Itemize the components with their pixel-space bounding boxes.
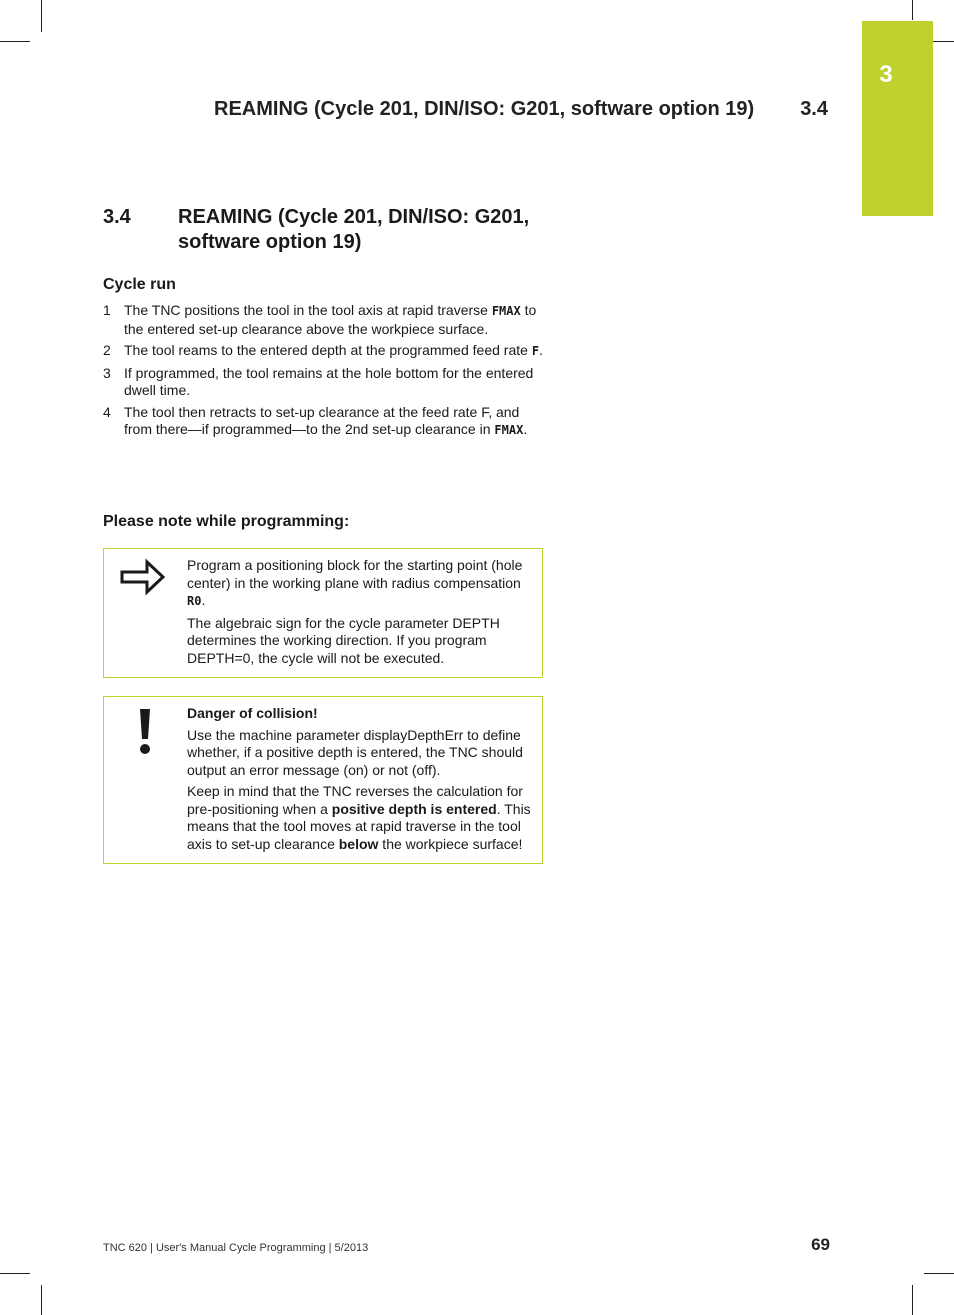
list-item: 3 If programmed, the tool remains at the hole bottom for the entered dwell time. — [103, 364, 534, 398]
warning-title: Danger of collision! — [187, 705, 318, 721]
crop-mark — [912, 1285, 913, 1315]
crop-mark — [41, 1285, 42, 1315]
section-number: 3.4 — [103, 206, 131, 228]
list-item: 1 The TNC positions the tool in the tool axis at rapid traverse FMAX to the entered set-up clearance above the workpiece surface. — [103, 302, 537, 337]
running-header-title: REAMING (Cycle 201, DIN/ISO: G201, software option 19) — [214, 98, 755, 120]
footer-text: TNC 620 | User's Manual Cycle Programming | 5/2013 — [103, 1242, 369, 1254]
crop-mark — [0, 1273, 30, 1274]
programming-notes-heading: Please note while programming: — [103, 513, 350, 530]
warning-box: Danger of collision! Use the machine parameter displayDepthErr to define whether, if a positive depth is entered, the TNC should output an error message (on) or not (off). Keep in mind that the TNC reverses the calculation for pre-positioning when a positive depth is entered. This means that the tool moves at rapid traverse in the tool axis to set-up clearance below the workpiece surface! — [103, 696, 543, 864]
cycle-run-heading: Cycle run — [103, 276, 176, 293]
crop-mark — [924, 1273, 954, 1274]
crop-mark — [0, 41, 30, 42]
page-number: 69 — [811, 1235, 830, 1254]
crop-mark — [912, 0, 913, 20]
crop-mark — [41, 0, 42, 32]
cycle-run-steps — [103, 302, 543, 444]
chapter-tab — [862, 21, 933, 216]
running-header-section: 3.4 — [800, 98, 828, 120]
running-header — [214, 98, 828, 121]
list-item: 2 The tool reams to the entered depth at the programmed feed rate F. — [103, 342, 543, 358]
section-title: REAMING (Cycle 201, DIN/ISO: G201, software option 19) — [178, 206, 530, 253]
hint-box: Program a positioning block for the starting point (hole center) in the working plane with radius compensation R0. The algebraic sign for the cycle parameter DEPTH determines the working direction. If you program DEPTH=0, the cycle will not be executed. — [103, 548, 543, 678]
list-item: 4 The tool then retracts to set-up clearance at the feed rate F, and from there—if programmed—to the 2nd set-up clearance in FMAX. — [103, 403, 528, 437]
chapter-number: 3 — [879, 61, 893, 88]
